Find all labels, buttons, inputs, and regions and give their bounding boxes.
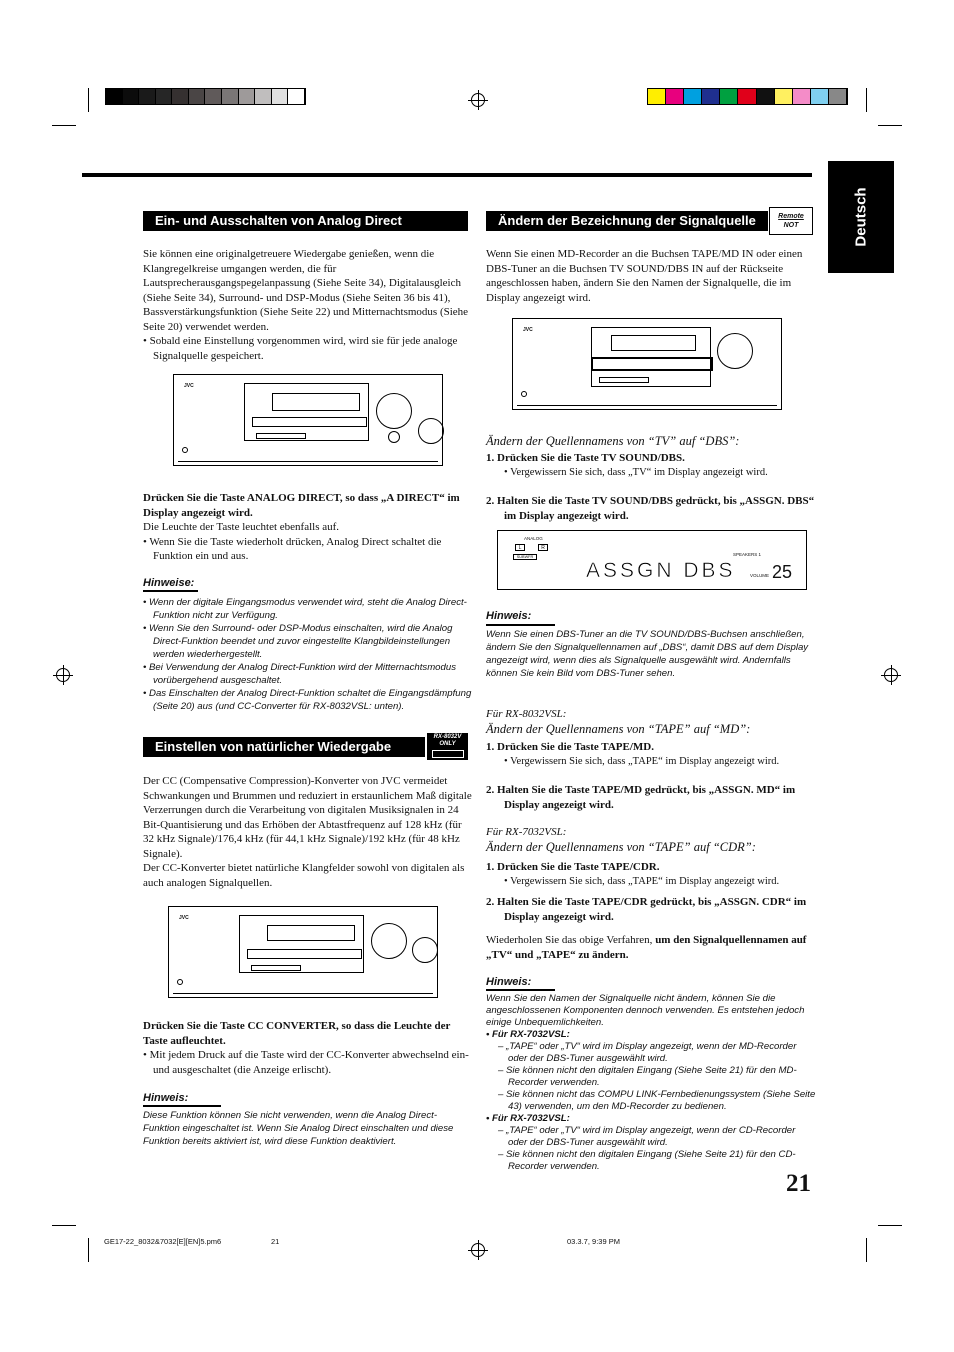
registration-mark: [884, 668, 898, 682]
analog-direct-instruction: [143, 491, 471, 564]
tv-step-1: 1. Drücken Sie die Taste TV SOUND/DBS.: [486, 452, 685, 464]
cc-intro: Der CC (Compensative Compression)-Konverter von JVC vermeidet Schwankungen und Brummen und reduziert in erstaunlichem Maß digitale Verzerrungen durch die Verarbeitung von digitalen Musiksignalen in 24 Bit-Quantisierung und das Erhöben der Abtastfrequenz auf 128 kHz (für 32 kHz Signale)/176,4 kHz (für 44,1 kHz Signale)/192 kHz (für 48 kHz Signale).: [143, 775, 472, 860]
tape-to-md-heading: Ändern der Quellennamens von “TAPE” auf “MD”:: [486, 722, 751, 736]
tv-step-1-sub: • Vergewissern Sie sich, dass „TV“ im Display angezeigt wird.: [504, 466, 768, 478]
repeat-bold: um den Signalquellennamen auf „TV“ und „TAPE“ zu ändern.: [486, 934, 807, 961]
hinweis-1-underline: [486, 624, 555, 626]
intro-bullet: • Sobald eine Einstellung vorgenommen wird, wird sie für jede analoge Signalquelle gespeichert.: [143, 335, 458, 362]
color-swatch: [684, 89, 702, 104]
md-step-2: 2. Halten Sie die Taste TAPE/MD gedrückt, bis „ASSGN. MD“ im Display angezeigt wird.: [486, 784, 796, 811]
crop-mark: [52, 1225, 76, 1226]
section-heading-source-name: Ändern der Bezeichnung der Signalquelle: [486, 211, 768, 231]
remote-not-icon: [769, 207, 813, 235]
md-step-1: 1. Drücken Sie die Taste TAPE/MD.: [486, 741, 654, 753]
footer-file: GE17-22_8032&7032[E][EN]5.pm6: [104, 1237, 222, 1246]
display-panel: [497, 530, 807, 590]
color-swatch: [205, 89, 222, 104]
color-swatch: [757, 89, 775, 104]
color-swatch: [648, 89, 666, 104]
footer-date: 03.3.7, 9:39 PM: [567, 1237, 620, 1246]
tape-to-cdr-steps: [486, 860, 816, 924]
badge-only: ONLY: [439, 741, 456, 747]
receiver-illustration: [512, 318, 782, 410]
language-tab-label: Deutsch: [852, 187, 870, 247]
color-swatch: [775, 89, 793, 104]
receiver-illustration: [173, 374, 443, 466]
crop-mark: [866, 1238, 867, 1262]
color-swatch: [288, 89, 305, 104]
cc-converter-button-highlight: [412, 937, 438, 963]
tape-to-md-steps: [486, 740, 816, 812]
hinweis-2-item: – „TAPE“ oder „TV“ wird im Display angezeigt, wenn der CD-Recorder oder der DBS-Tuner ausgewählt wird.: [498, 1125, 796, 1148]
crop-mark: [52, 125, 76, 126]
receiver-brand: JVC: [179, 915, 189, 921]
crop-mark: [878, 125, 902, 126]
hinweis-2-item: – Sie können nicht den digitalen Eingang (Siehe Seite 21) für den CD-Recorder verwenden.: [498, 1149, 796, 1172]
receiver-illustration: [168, 906, 438, 998]
cdr-model-label: Für RX-7032VSL:: [486, 826, 567, 838]
cc-note-text: Diese Funktion können Sie nicht verwenden, wenn die Analog Direct-Funktion eingeschaltet ist. Wenn Sie Analog Direct einschalten und diese Funktion bereits aktiviert ist, wird diese Funktion deaktiviert.: [143, 1110, 454, 1147]
md-step-1-sub: • Vergewissern Sie sich, dass „TAPE“ im Display angezeigt wird.: [504, 755, 780, 767]
repeat-procedure: [486, 933, 816, 962]
repeat-plain: Wiederholen Sie das obige Verfahren,: [486, 934, 656, 946]
cc-instruction-text: Drücken Sie die Taste CC CONVERTER, so dass die Leuchte der Taste aufleuchtet.: [143, 1020, 451, 1047]
left-color-bar: [105, 88, 306, 105]
hinweis-2-item: – Sie können nicht den digitalen Eingang (Siehe Seite 21) für den MD-Recorder verwenden.: [498, 1065, 797, 1088]
notes-label: Hinweise:: [143, 577, 195, 589]
display-analog: ANALOG: [524, 536, 543, 541]
tape-to-cdr-heading: Ändern der Quellennamens von “TAPE” auf “CDR”:: [486, 840, 756, 854]
model-only-badge: [427, 733, 468, 760]
crop-mark: [866, 88, 867, 112]
cc-converter-instruction: [143, 1019, 473, 1077]
display-main-text: ASSGN DBS: [586, 559, 736, 582]
hinweis-2-item: – „TAPE“ oder „TV“ wird im Display angezeigt, wenn der MD-Recorder oder der DBS-Tuner ausgewählt wird.: [498, 1041, 797, 1064]
intro-paragraph: Sie können eine originalgetreuere Wiedergabe genießen, wenn die Klangregelkreise umgangen werden, die für Lautsprecherausgangspegelanpassung (Siehe Seite 34), Digitalausgleich (Siehe Seite 34), Surround- und DSP-Modus (Siehe Seiten 36 bis 41), Bassverstärkungsfunktion (Siehe Seite 22) und Mitternachtsmodus (Siehe Seite 20) verwendet werden.: [143, 248, 469, 333]
color-swatch: [666, 89, 684, 104]
source-name-intro: Wenn Sie einen MD-Recorder an die Buchsen TAPE/MD IN oder einen DBS-Tuner an die Buchsen TV SOUND/DBS IN auf der Rückseite angeschlossen haben, ändern Sie den Namen der Signalquelle, die im Display angezeigt wird.: [486, 248, 803, 304]
display-volume-value: 25: [772, 562, 793, 582]
note-item: • Wenn Sie den Surround- oder DSP-Modus einschalten, wird die Analog Direct-Funktion beendet und zuvor eingestellte Klangbildeinstellungen werden wiederhergestellt.: [143, 623, 453, 660]
badge-model: RX-8032V: [433, 734, 462, 740]
hinweis-2-item: – Sie können nicht das COMPU LINK-Fernbedienungssystem (Siehe Seite 43) verwenden, um den MD-Recorder zu bedienen.: [498, 1089, 816, 1112]
display-volume-label: VOLUME: [750, 573, 770, 578]
md-model-label: Für RX-8032VSL:: [486, 708, 567, 720]
tv-to-dbs-steps: [486, 451, 816, 523]
color-swatch: [222, 89, 239, 104]
tv-to-dbs-heading: Ändern der Quellennamens von “TV” auf “DBS”:: [486, 434, 740, 448]
cdr-step-1-sub: • Vergewissern Sie sich, dass „TAPE“ im Display angezeigt wird.: [504, 875, 780, 887]
cdr-step-1: 1. Drücken Sie die Taste TAPE/CDR.: [486, 861, 660, 873]
cc-note-label: Hinweis:: [143, 1092, 189, 1104]
hinweis-2-body: [486, 993, 816, 1173]
color-swatch: [793, 89, 811, 104]
cc-bullet: • Mit jedem Druck auf die Taste wird der CC-Konverter abwechselnd ein- und ausgeschaltet (die Anzeige erlischt).: [143, 1049, 469, 1076]
color-swatch: [139, 89, 156, 104]
display-left-channel: L: [515, 544, 525, 551]
color-swatch: [738, 89, 756, 104]
remote-label: Remote: [778, 213, 804, 220]
cc-converter-intro: [143, 774, 473, 890]
analog-direct-intro: [143, 247, 471, 363]
registration-mark: [471, 93, 485, 107]
color-swatch: [829, 89, 847, 104]
display-speakers: SPEAKERS 1: [733, 552, 762, 557]
cc-intro2: Der CC-Konverter bietet natürliche Klangfelder sowohl von digitalen als auch analogen Signalquellen.: [143, 862, 465, 889]
hinweis-2-label: Hinweis:: [486, 976, 532, 988]
receiver-brand: JVC: [184, 383, 194, 389]
hinweis-2-text: Wenn Sie den Namen der Signalquelle nicht ändern, können Sie die angeschlossenen Komponenten dennoch verwenden. Es entstehen jedoch einige Unbequemlichkeiten.: [486, 993, 805, 1028]
hinweis-2-model-a: • Für RX-7032VSL:: [486, 1029, 570, 1040]
crop-mark: [88, 1238, 89, 1262]
analog-direct-button-highlight: [418, 418, 444, 444]
crop-mark: [878, 1225, 902, 1226]
footer-page: 21: [271, 1237, 280, 1246]
hinweis-1-text: Wenn Sie einen DBS-Tuner an die TV SOUND/DBS-Buchsen anschließen, ändern Sie den Signalquellennamen auf „DBS“, damit DBS auf dem Display angezeigt wird, wenn dies als Signalquelle ausgewählt wird. Andernfalls können Sie kein Bild vom DBS-Tuner sehen.: [486, 629, 809, 679]
color-swatch: [272, 89, 289, 104]
color-swatch: [156, 89, 173, 104]
crop-mark: [88, 88, 89, 112]
registration-mark: [471, 1243, 485, 1257]
hinweis-1-label: Hinweis:: [486, 610, 532, 622]
hinweis-2-model-b: • Für RX-7032VSL:: [486, 1113, 570, 1124]
notes-list: [143, 596, 473, 713]
repeat-bullet: • Wenn Sie die Taste wiederholt drücken, Analog Direct schaltet die Funktion ein und aus.: [143, 535, 442, 562]
color-swatch: [811, 89, 829, 104]
color-swatch: [189, 89, 206, 104]
tv-step-2: 2. Halten Sie die Taste TV SOUND/DBS gedrückt, bis „ASSGN. DBS“ im Display angezeigt wird.: [486, 495, 815, 522]
color-swatch: [702, 89, 720, 104]
section-heading-natural-playback: Einstellen von natürlicher Wiedergabe: [143, 737, 425, 757]
right-color-bar: [647, 88, 848, 105]
registration-mark: [56, 668, 70, 682]
color-swatch: [720, 89, 738, 104]
section-heading-analog-direct: Ein- und Ausschalten von Analog Direct: [143, 211, 468, 231]
color-swatch: [255, 89, 272, 104]
after-text: Die Leuchte der Taste leuchtet ebenfalls auf.: [143, 521, 340, 533]
cc-note-underline: [143, 1105, 221, 1107]
receiver-brand: JVC: [523, 327, 533, 333]
not-label: NOT: [783, 222, 799, 229]
color-swatch: [239, 89, 256, 104]
note-item: • Wenn der digitale Eingangsmodus verwendet wird, steht die Analog Direct-Funktion nicht zur Verfügung.: [143, 597, 467, 621]
display-right-channel: R: [538, 544, 548, 551]
top-rule: [82, 173, 812, 177]
note-item: • Das Einschalten der Analog Direct-Funktion schaltet die Eingangsdämpfung (Seite 20) aus (und CC-Converter für RX-8032VSL: unten).: [143, 688, 472, 712]
instruction-text: Drücken Sie die Taste ANALOG DIRECT, so dass „A DIRECT“ im Display angezeigt wird.: [143, 492, 460, 519]
color-swatch: [106, 89, 123, 104]
hinweis-2-underline: [486, 989, 555, 991]
display-subwoofer: SUBWFR: [513, 554, 537, 560]
color-swatch: [172, 89, 189, 104]
page-number: 21: [786, 1170, 811, 1197]
note-item: • Bei Verwendung der Analog Direct-Funktion wird der Mitternachtsmodus vorübergehend ausgeschaltet.: [143, 662, 456, 686]
color-swatch: [123, 89, 140, 104]
language-tab: [828, 161, 894, 273]
cdr-step-2: 2. Halten Sie die Taste TAPE/CDR gedrückt, bis „ASSGN. CDR“ im Display angezeigt wird.: [486, 896, 807, 923]
notes-underline: [143, 590, 198, 592]
